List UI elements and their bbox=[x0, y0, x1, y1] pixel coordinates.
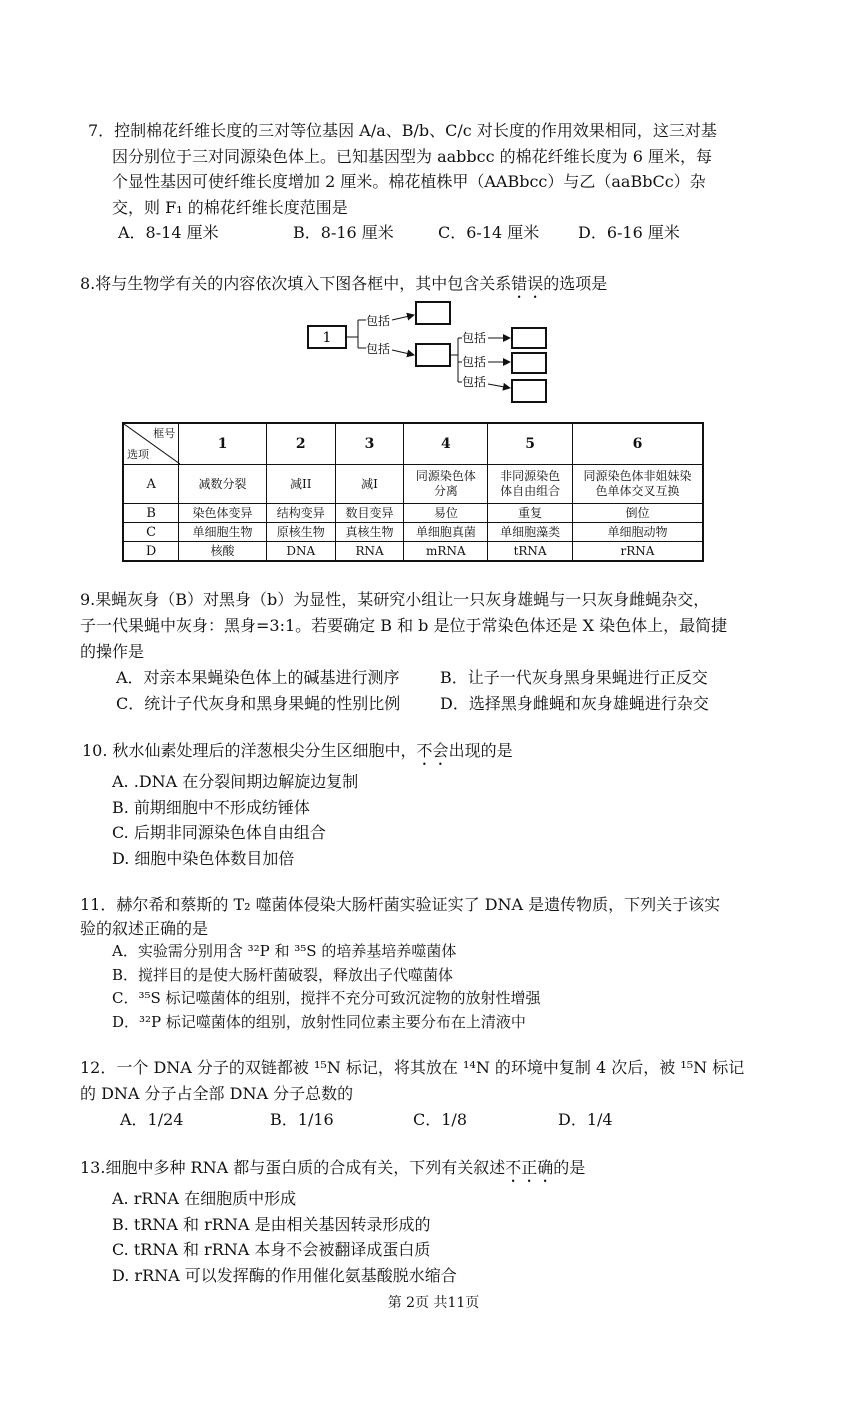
question-9-options-row-2 bbox=[80, 691, 780, 717]
question-8-stem-emph: 错误 bbox=[511, 274, 544, 293]
option-b: B．1/16 bbox=[270, 1110, 334, 1129]
option-d: D. 细胞中染色体数目加倍 bbox=[112, 848, 295, 868]
option-a: A．1/24 bbox=[120, 1110, 184, 1129]
question-8-stem-pre: 8.将与生物学有关的内容依次填入下图各框中，其中包含关系 bbox=[80, 274, 512, 293]
question-10-stem-pre: 10. 秋水仙素处理后的洋葱根尖分生区细胞中， bbox=[82, 741, 417, 760]
table-cell: 非同源染色体自由组合 bbox=[488, 465, 573, 504]
table-cell: 单细胞藻类 bbox=[488, 523, 573, 542]
question-8-table bbox=[122, 422, 704, 562]
question-9-options-row-1 bbox=[80, 665, 780, 691]
row-label: D bbox=[123, 542, 179, 562]
question-7-line-2: 因分别位于三对同源染色体上。已知基因型为 aabbcc 的棉花纤维长度为 6 厘米，每 bbox=[112, 146, 713, 166]
table-header-2: 2 bbox=[266, 423, 335, 465]
option-c: C．统计子代灰身和黑身果蝇的性别比例 bbox=[116, 694, 401, 713]
question-7 bbox=[88, 118, 788, 246]
table-cell: RNA bbox=[335, 542, 404, 562]
question-7-line-1: 7．控制棉花纤维长度的三对等位基因 A/a、B/b、C/c 对长度的作用效果相同，这三对基 bbox=[88, 121, 717, 140]
question-11-line-2: 验的叙述正确的是 bbox=[80, 918, 209, 938]
question-7-line-3: 个显性基因可使纤维长度增加 2 厘米。棉花植株甲（AABbcc）与乙（aaBbCc）杂 bbox=[112, 172, 706, 191]
question-10 bbox=[82, 738, 782, 871]
option-a: A．实验需分别用含 ³²P 和 ³⁵S 的培养基培养噬菌体 bbox=[112, 942, 457, 960]
option-c: C. tRNA 和 rRNA 本身不会被翻译成蛋白质 bbox=[112, 1240, 431, 1259]
option-c: C. 后期非同源染色体自由组合 bbox=[112, 823, 326, 842]
table-cell: 同源染色体分离 bbox=[404, 465, 488, 504]
table-cell: 减I bbox=[335, 465, 404, 504]
table-cell: 倒位 bbox=[572, 504, 703, 523]
option-b: B．8-16 厘米 bbox=[293, 223, 394, 242]
diagram-include-3: 包括 bbox=[462, 331, 487, 345]
option-b: B．让子一代灰身黑身果蝇进行正反交 bbox=[440, 668, 708, 687]
table-cell: tRNA bbox=[488, 542, 573, 562]
table-cell: 数目变异 bbox=[335, 504, 404, 523]
option-c: C．³⁵S 标记噬菌体的组别，搅拌不充分可致沉淀物的放射性增强 bbox=[112, 989, 541, 1007]
table-cell: 同源染色体非姐妹染色单体交叉互换 bbox=[572, 465, 703, 504]
table-cell: 核酸 bbox=[179, 542, 267, 562]
question-11 bbox=[80, 893, 780, 1034]
option-d: D．1/4 bbox=[558, 1110, 613, 1129]
table-cell: 原核生物 bbox=[266, 523, 335, 542]
question-13 bbox=[80, 1155, 780, 1288]
table-cell: 单细胞生物 bbox=[179, 523, 267, 542]
question-12-options bbox=[80, 1107, 780, 1133]
question-12-line-1: 12．一个 DNA 分子的双链都被 ¹⁵N 标记，将其放在 ¹⁴N 的环境中复制 4 次后，被 ¹⁵N 标记 bbox=[80, 1058, 745, 1077]
question-10-stem-post: 出现的是 bbox=[448, 741, 513, 760]
option-a: A．对亲本果蝇染色体上的碱基进行测序 bbox=[116, 668, 400, 687]
table-cell: mRNA bbox=[404, 542, 488, 562]
question-8-stem-post: 的选项是 bbox=[543, 274, 608, 293]
option-b: B. tRNA 和 rRNA 是由相关基因转录形成的 bbox=[112, 1214, 431, 1234]
diagram-box-5 bbox=[512, 353, 546, 373]
question-13-stem bbox=[80, 1155, 780, 1186]
option-c: C．1/8 bbox=[413, 1110, 467, 1129]
option-a: A．8-14 厘米 bbox=[118, 223, 219, 242]
question-9-line-1: 9.果蝇灰身（B）对黑身（b）为显性，某研究小组让一只灰身雄蝇与一只灰身雌蝇杂交， bbox=[80, 590, 710, 609]
table-header-6: 6 bbox=[572, 423, 703, 465]
question-11-line-1: 11．赫尔希和蔡斯的 T₂ 噬菌体侵染大肠杆菌实验证实了 DNA 是遗传物质，下列关于该实 bbox=[80, 895, 721, 914]
question-13-options bbox=[80, 1186, 780, 1288]
option-d: D．6-16 厘米 bbox=[578, 223, 680, 242]
table-cell: 减II bbox=[266, 465, 335, 504]
table-cell: 减数分裂 bbox=[179, 465, 267, 504]
question-12-line-2: 的 DNA 分子占全部 DNA 分子总数的 bbox=[80, 1084, 354, 1103]
question-13-stem-post: 的是 bbox=[553, 1158, 586, 1177]
option-d: D．选择黑身雌蝇和灰身雄蝇进行杂交 bbox=[440, 694, 709, 713]
question-9-line-2: 子一代果蝇中灰身：黑身=3:1。若要确定 B 和 b 是位于常染色体还是 X 染色体上，最简捷 bbox=[80, 616, 728, 635]
table-header-3: 3 bbox=[335, 423, 404, 465]
table-cell: 易位 bbox=[404, 504, 488, 523]
diagram-box-6 bbox=[512, 380, 546, 402]
diagram-box-1-label: 1 bbox=[322, 330, 332, 346]
diagram-include-4: 包括 bbox=[462, 355, 487, 369]
option-a: A. rRNA 在细胞质中形成 bbox=[112, 1189, 297, 1208]
question-9 bbox=[80, 587, 780, 717]
table-row bbox=[123, 542, 703, 562]
table-cell: 结构变异 bbox=[266, 504, 335, 523]
diagram-include-1: 包括 bbox=[366, 314, 391, 328]
question-10-stem bbox=[82, 738, 782, 769]
question-9-line-3: 的操作是 bbox=[80, 642, 145, 661]
table-cell: 单细胞真菌 bbox=[404, 523, 488, 542]
question-13-stem-pre: 13.细胞中多种 RNA 都与蛋白质的合成有关，下列有关叙述 bbox=[80, 1158, 506, 1177]
page-number-footer: 第 2页 共11页 bbox=[387, 1295, 480, 1311]
diagram-include-5: 包括 bbox=[462, 375, 487, 389]
diagram-box-4 bbox=[512, 328, 546, 348]
question-10-stem-emph: 不会 bbox=[416, 741, 449, 760]
table-row bbox=[123, 504, 703, 523]
option-a: A. .DNA 在分裂间期边解旋边复制 bbox=[112, 772, 359, 791]
diagram-include-2: 包括 bbox=[366, 342, 391, 356]
table-cell: 重复 bbox=[488, 504, 573, 523]
table-row bbox=[123, 523, 703, 542]
table-cell: DNA bbox=[266, 542, 335, 562]
question-11-options bbox=[80, 940, 780, 1034]
question-7-line-4: 交，则 F₁ 的棉花纤维长度范围是 bbox=[112, 197, 348, 217]
table-cell: 真核生物 bbox=[335, 523, 404, 542]
table-header-5: 5 bbox=[488, 423, 573, 465]
row-label: B bbox=[123, 504, 179, 523]
question-10-options bbox=[82, 769, 782, 871]
option-b: B．搅拌目的是使大肠杆菌破裂，释放出子代噬菌体 bbox=[112, 965, 454, 984]
table-row bbox=[123, 465, 703, 504]
question-7-options bbox=[88, 220, 788, 246]
inclusion-diagram bbox=[300, 298, 560, 408]
table-header-4: 4 bbox=[404, 423, 488, 465]
row-label: C bbox=[123, 523, 179, 542]
diagram-box-2 bbox=[416, 302, 450, 324]
diagram-box-3 bbox=[416, 344, 450, 366]
table-cell: 单细胞动物 bbox=[572, 523, 703, 542]
option-d: D．³²P 标记噬菌体的组别，放射性同位素主要分布在上清液中 bbox=[112, 1012, 526, 1031]
option-d: D. rRNA 可以发挥酶的作用催化氨基酸脱水缩合 bbox=[112, 1265, 457, 1285]
question-12 bbox=[80, 1055, 780, 1133]
question-13-stem-emph: 不正确 bbox=[505, 1158, 554, 1177]
corner-top-label: 框号 bbox=[153, 427, 176, 440]
table-cell: rRNA bbox=[572, 542, 703, 562]
option-b: B. 前期细胞中不形成纺锤体 bbox=[112, 797, 310, 817]
table-cell: 染色体变异 bbox=[179, 504, 267, 523]
option-c: C．6-14 厘米 bbox=[438, 223, 540, 242]
corner-bottom-label: 选项 bbox=[127, 448, 149, 461]
table-header-1: 1 bbox=[179, 423, 267, 465]
table-header-row bbox=[123, 423, 703, 465]
table-corner-cell bbox=[123, 423, 179, 465]
row-label: A bbox=[123, 465, 179, 504]
